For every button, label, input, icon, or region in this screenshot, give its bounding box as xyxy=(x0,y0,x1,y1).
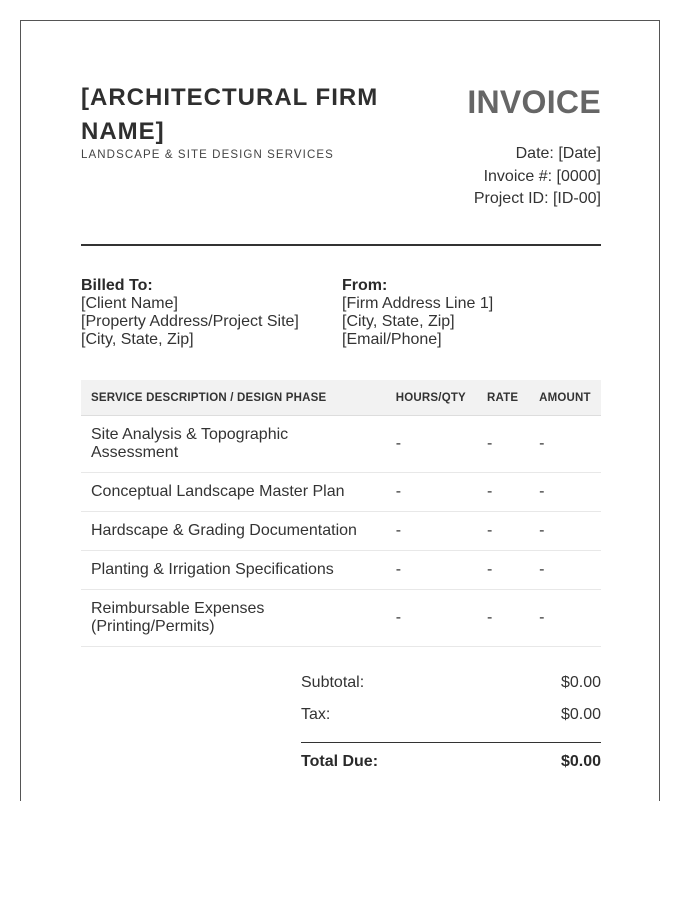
row-hours: - xyxy=(386,590,477,647)
column-header-rate: RATE xyxy=(477,380,529,416)
row-description: Hardscape & Grading Documentation xyxy=(81,512,386,551)
table-header-row xyxy=(81,380,601,416)
invoice-number: Invoice #: [0000] xyxy=(483,167,601,185)
subtotal-label: Subtotal: xyxy=(301,674,365,691)
client-address: [Property Address/Project Site] xyxy=(81,313,299,330)
row-description: Conceptual Landscape Master Plan xyxy=(81,473,386,512)
client-name: [Client Name] xyxy=(81,295,178,312)
total-due-value: $0.00 xyxy=(560,753,601,770)
row-amount: - xyxy=(529,473,601,512)
tax-label: Tax: xyxy=(301,706,331,723)
subtotal-line xyxy=(301,672,601,704)
row-amount: - xyxy=(529,590,601,647)
row-description: Reimbursable Expenses (Printing/Permits) xyxy=(81,590,386,647)
client-city: [City, State, Zip] xyxy=(81,331,194,348)
tax-value: $0.00 xyxy=(560,706,601,723)
column-header-amount: AMOUNT xyxy=(529,380,601,416)
row-rate: - xyxy=(477,590,529,647)
invoice-meta xyxy=(474,143,601,211)
total-due-label: Total Due: xyxy=(301,753,379,770)
firm-name: [ARCHITECTURAL FIRM NAME] xyxy=(81,84,379,145)
billed-to-label: Billed To: xyxy=(81,277,153,294)
header-divider xyxy=(81,244,601,246)
from-label: From: xyxy=(342,277,388,294)
from-block xyxy=(342,277,493,349)
firm-contact: [Email/Phone] xyxy=(342,331,442,348)
row-hours: - xyxy=(386,473,477,512)
row-description: Site Analysis & Topographic Assessment xyxy=(81,416,386,473)
row-rate: - xyxy=(477,551,529,590)
table-row xyxy=(81,590,601,647)
invoice-date: Date: [Date] xyxy=(515,145,601,162)
row-amount: - xyxy=(529,416,601,473)
column-header-description: SERVICE DESCRIPTION / DESIGN PHASE xyxy=(81,380,386,416)
row-hours: - xyxy=(386,551,477,590)
column-header-hours: HOURS/QTY xyxy=(386,380,477,416)
tax-line xyxy=(301,704,601,736)
table-row xyxy=(81,512,601,551)
billed-to-block xyxy=(81,277,299,349)
invoice-title: INVOICE xyxy=(467,84,601,120)
firm-address: [Firm Address Line 1] xyxy=(342,295,494,312)
totals-block xyxy=(301,672,601,775)
row-rate: - xyxy=(477,416,529,473)
row-amount: - xyxy=(529,512,601,551)
totals-divider xyxy=(301,742,601,743)
firm-city: [City, State, Zip] xyxy=(342,313,455,330)
project-id: Project ID: [ID-00] xyxy=(473,190,601,207)
table-row xyxy=(81,416,601,473)
row-description: Planting & Irrigation Specifications xyxy=(81,551,386,590)
row-amount: - xyxy=(529,551,601,590)
table-row xyxy=(81,473,601,512)
table-row xyxy=(81,551,601,590)
row-rate: - xyxy=(477,512,529,551)
services-table xyxy=(81,380,601,647)
row-hours: - xyxy=(386,416,477,473)
subtotal-value: $0.00 xyxy=(560,674,601,691)
row-rate: - xyxy=(477,473,529,512)
row-hours: - xyxy=(386,512,477,551)
firm-tagline: LANDSCAPE & SITE DESIGN SERVICES xyxy=(81,149,334,161)
total-due-line xyxy=(301,753,601,775)
